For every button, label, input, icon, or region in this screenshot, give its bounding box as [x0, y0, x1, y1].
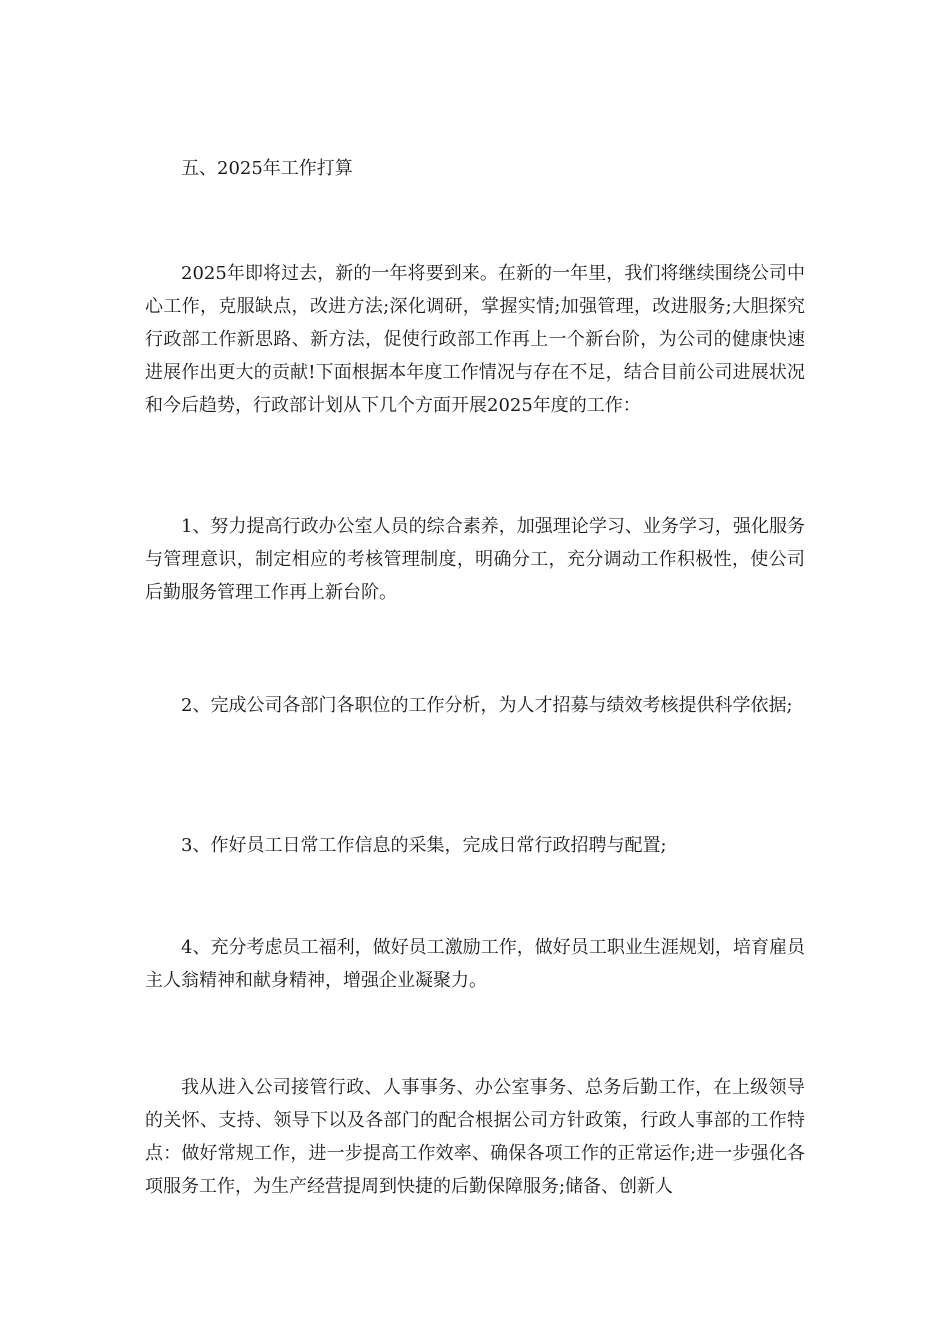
section-heading: 五、2025年工作打算 — [181, 158, 353, 179]
paragraph-item-2: 2、完成公司各部门各职位的工作分析，为人才招募与绩效考核提供科学依据; — [181, 695, 793, 716]
paragraph-item-4: 4、充分考虑员工福利，做好员工激励工作，做好员工职业生涯规划，培育雇员主人翁精神和献身精神，增强企业凝聚力。 — [145, 937, 805, 991]
paragraph-intro: 2025年即将过去，新的一年将要到来。在新的一年里，我们将继续围绕公司中心工作，克服缺点，改进方法;深化调研，掌握实情;加强管理，改进服务;大胆探究行政部工作新思路、新方法，促使行政部工作再上一个新台阶，为公司的健康快速进展作出更大的贡献!下面根据本年度工作情况与存在不足，结合目前公司进展状况和今后趋势，行政部计划从下几个方面开展2025年度的工作： — [145, 263, 805, 416]
paragraph-item-1: 1、努力提高行政办公室人员的综合素养，加强理论学习、业务学习，强化服务与管理意识，制定相应的考核管理制度，明确分工，充分调动工作积极性，使公司后勤服务管理工作再上新台阶。 — [145, 516, 805, 603]
paragraph-item-3: 3、作好员工日常工作信息的采集，完成日常行政招聘与配置; — [181, 835, 667, 856]
paragraph-summary: 我从进入公司接管行政、人事事务、办公室事务、总务后勤工作，在上级领导的关怀、支持、领导下以及各部门的配合根据公司方针政策，行政人事部的工作特点：做好常规工作，进一步提高工作效率、确保各项工作的正常运作;进一步强化各项服务工作，为生产经营提周到快捷的后勤保障服务;储备、创新人 — [145, 1077, 805, 1197]
